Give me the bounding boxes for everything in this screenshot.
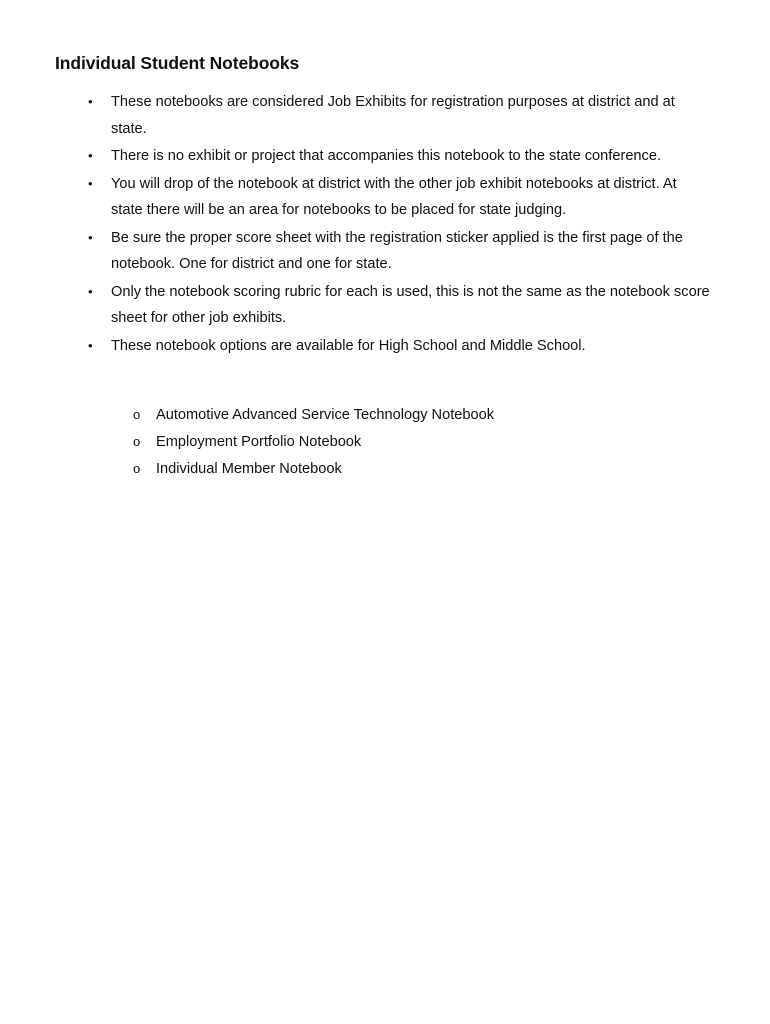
list-item [0, 279, 770, 332]
bullet-icon: • [88, 175, 93, 191]
notebook-option-item [0, 456, 770, 483]
bullet-list [0, 89, 770, 360]
notebook-options-list [0, 402, 770, 482]
list-item-text: These notebooks are considered Job Exhibits for registration purposes at district and at state. [111, 94, 675, 137]
bullet-icon: • [88, 283, 93, 299]
list-item-text: These notebook options are available for High School and Middle School. [111, 337, 586, 354]
page-title: Individual Student Notebooks [55, 53, 300, 73]
circle-bullet-icon: o [133, 407, 141, 422]
list-item-text: Be sure the proper score sheet with the registration sticker applied is the first page of the notebook. One for district and one for state. [111, 229, 683, 272]
bullet-icon: • [88, 229, 93, 245]
bullet-icon: • [88, 337, 93, 353]
bullet-icon: • [88, 148, 93, 163]
list-item [0, 171, 770, 224]
list-item [0, 89, 770, 142]
notebook-option-label: Automotive Advanced Service Technology Notebook [156, 407, 495, 423]
circle-bullet-icon: o [133, 460, 141, 476]
notebook-option-label: Employment Portfolio Notebook [156, 433, 362, 450]
bullet-icon: • [88, 94, 93, 109]
list-item-text: Only the notebook scoring rubric for each is used, this is not the same as the notebook score sheet for other job exhibits. [111, 283, 710, 326]
list-item [0, 333, 770, 360]
list-item-text: You will drop of the notebook at district with the other job exhibit notebooks at district. At state there will be an area for notebooks to be placed for state judging. [111, 175, 677, 218]
notebook-option-item [0, 402, 770, 429]
notebook-option-label: Individual Member Notebook [156, 460, 342, 477]
list-item [0, 143, 770, 170]
circle-bullet-icon: o [133, 433, 141, 449]
list-item-text: There is no exhibit or project that accompanies this notebook to the state conference. [111, 148, 662, 164]
list-item [0, 225, 770, 278]
notebook-option-item [0, 429, 770, 456]
